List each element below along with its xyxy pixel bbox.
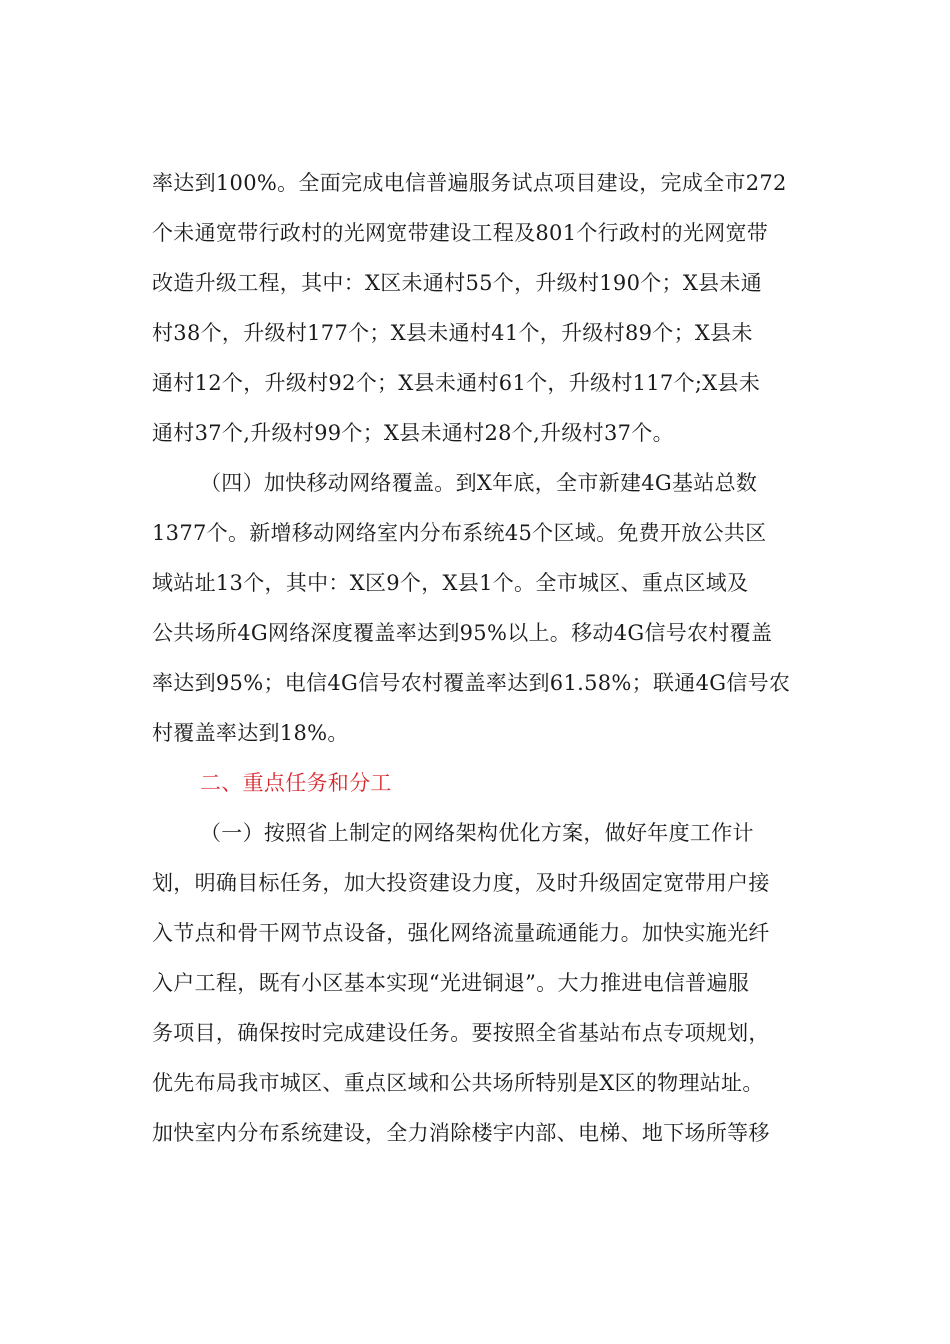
paragraph-line: 通村12个，升级村92个；X县未通村61个，升级村117个;X县未 [152,371,761,395]
paragraph-line: 加快室内分布系统建设，全力消除楼宇内部、电梯、地下场所等移 [152,1121,770,1145]
paragraph-line: 率达到100%。全面完成电信普遍服务试点项目建设，完成全市272 [152,171,787,195]
section-paragraph-start: （一）按照省上制定的网络架构优化方案，做好年度工作计 [200,821,754,845]
paragraph-line: 村覆盖率达到18%。 [152,721,349,745]
paragraph-line: 务项目，确保按时完成建设任务。要按照全省基站布点专项规划， [152,1021,770,1045]
paragraph-line: 1377个。新增移动网络室内分布系统45个区域。免费开放公共区 [152,521,767,545]
section-heading: 二、重点任务和分工 [200,771,392,795]
paragraph-line: 通村37个,升级村99个；X县未通村28个,升级村37个。 [152,421,674,445]
paragraph-line: 入户工程，既有小区基本实现“光进铜退”。大力推进电信普遍服 [152,971,750,995]
paragraph-line: 村38个，升级村177个；X县未通村41个，升级村89个；X县未 [152,321,753,345]
section-paragraph-start: （四）加快移动网络覆盖。到X年底，全市新建4G基站总数 [200,471,758,495]
paragraph-line: 个未通宽带行政村的光网宽带建设工程及801个行政村的光网宽带 [152,221,769,245]
paragraph-line: 改造升级工程，其中：X区未通村55个，升级村190个；X县未通 [152,271,763,295]
paragraph-line: 划，明确目标任务，加大投资建设力度，及时升级固定宽带用户接 [152,871,770,895]
paragraph-line: 率达到95%；电信4G信号农村覆盖率达到61.58%；联通4G信号农 [152,671,791,695]
paragraph-line: 公共场所4G网络深度覆盖率达到95%以上。移动4G信号农村覆盖 [152,621,773,645]
paragraph-line: 入节点和骨干网节点设备，强化网络流量疏通能力。加快实施光纤 [152,921,770,945]
paragraph-line: 域站址13个，其中：X区9个，X县1个。全市城区、重点区域及 [152,571,749,595]
paragraph-line: 优先布局我市城区、重点区域和公共场所特别是X区的物理站址。 [152,1071,764,1095]
